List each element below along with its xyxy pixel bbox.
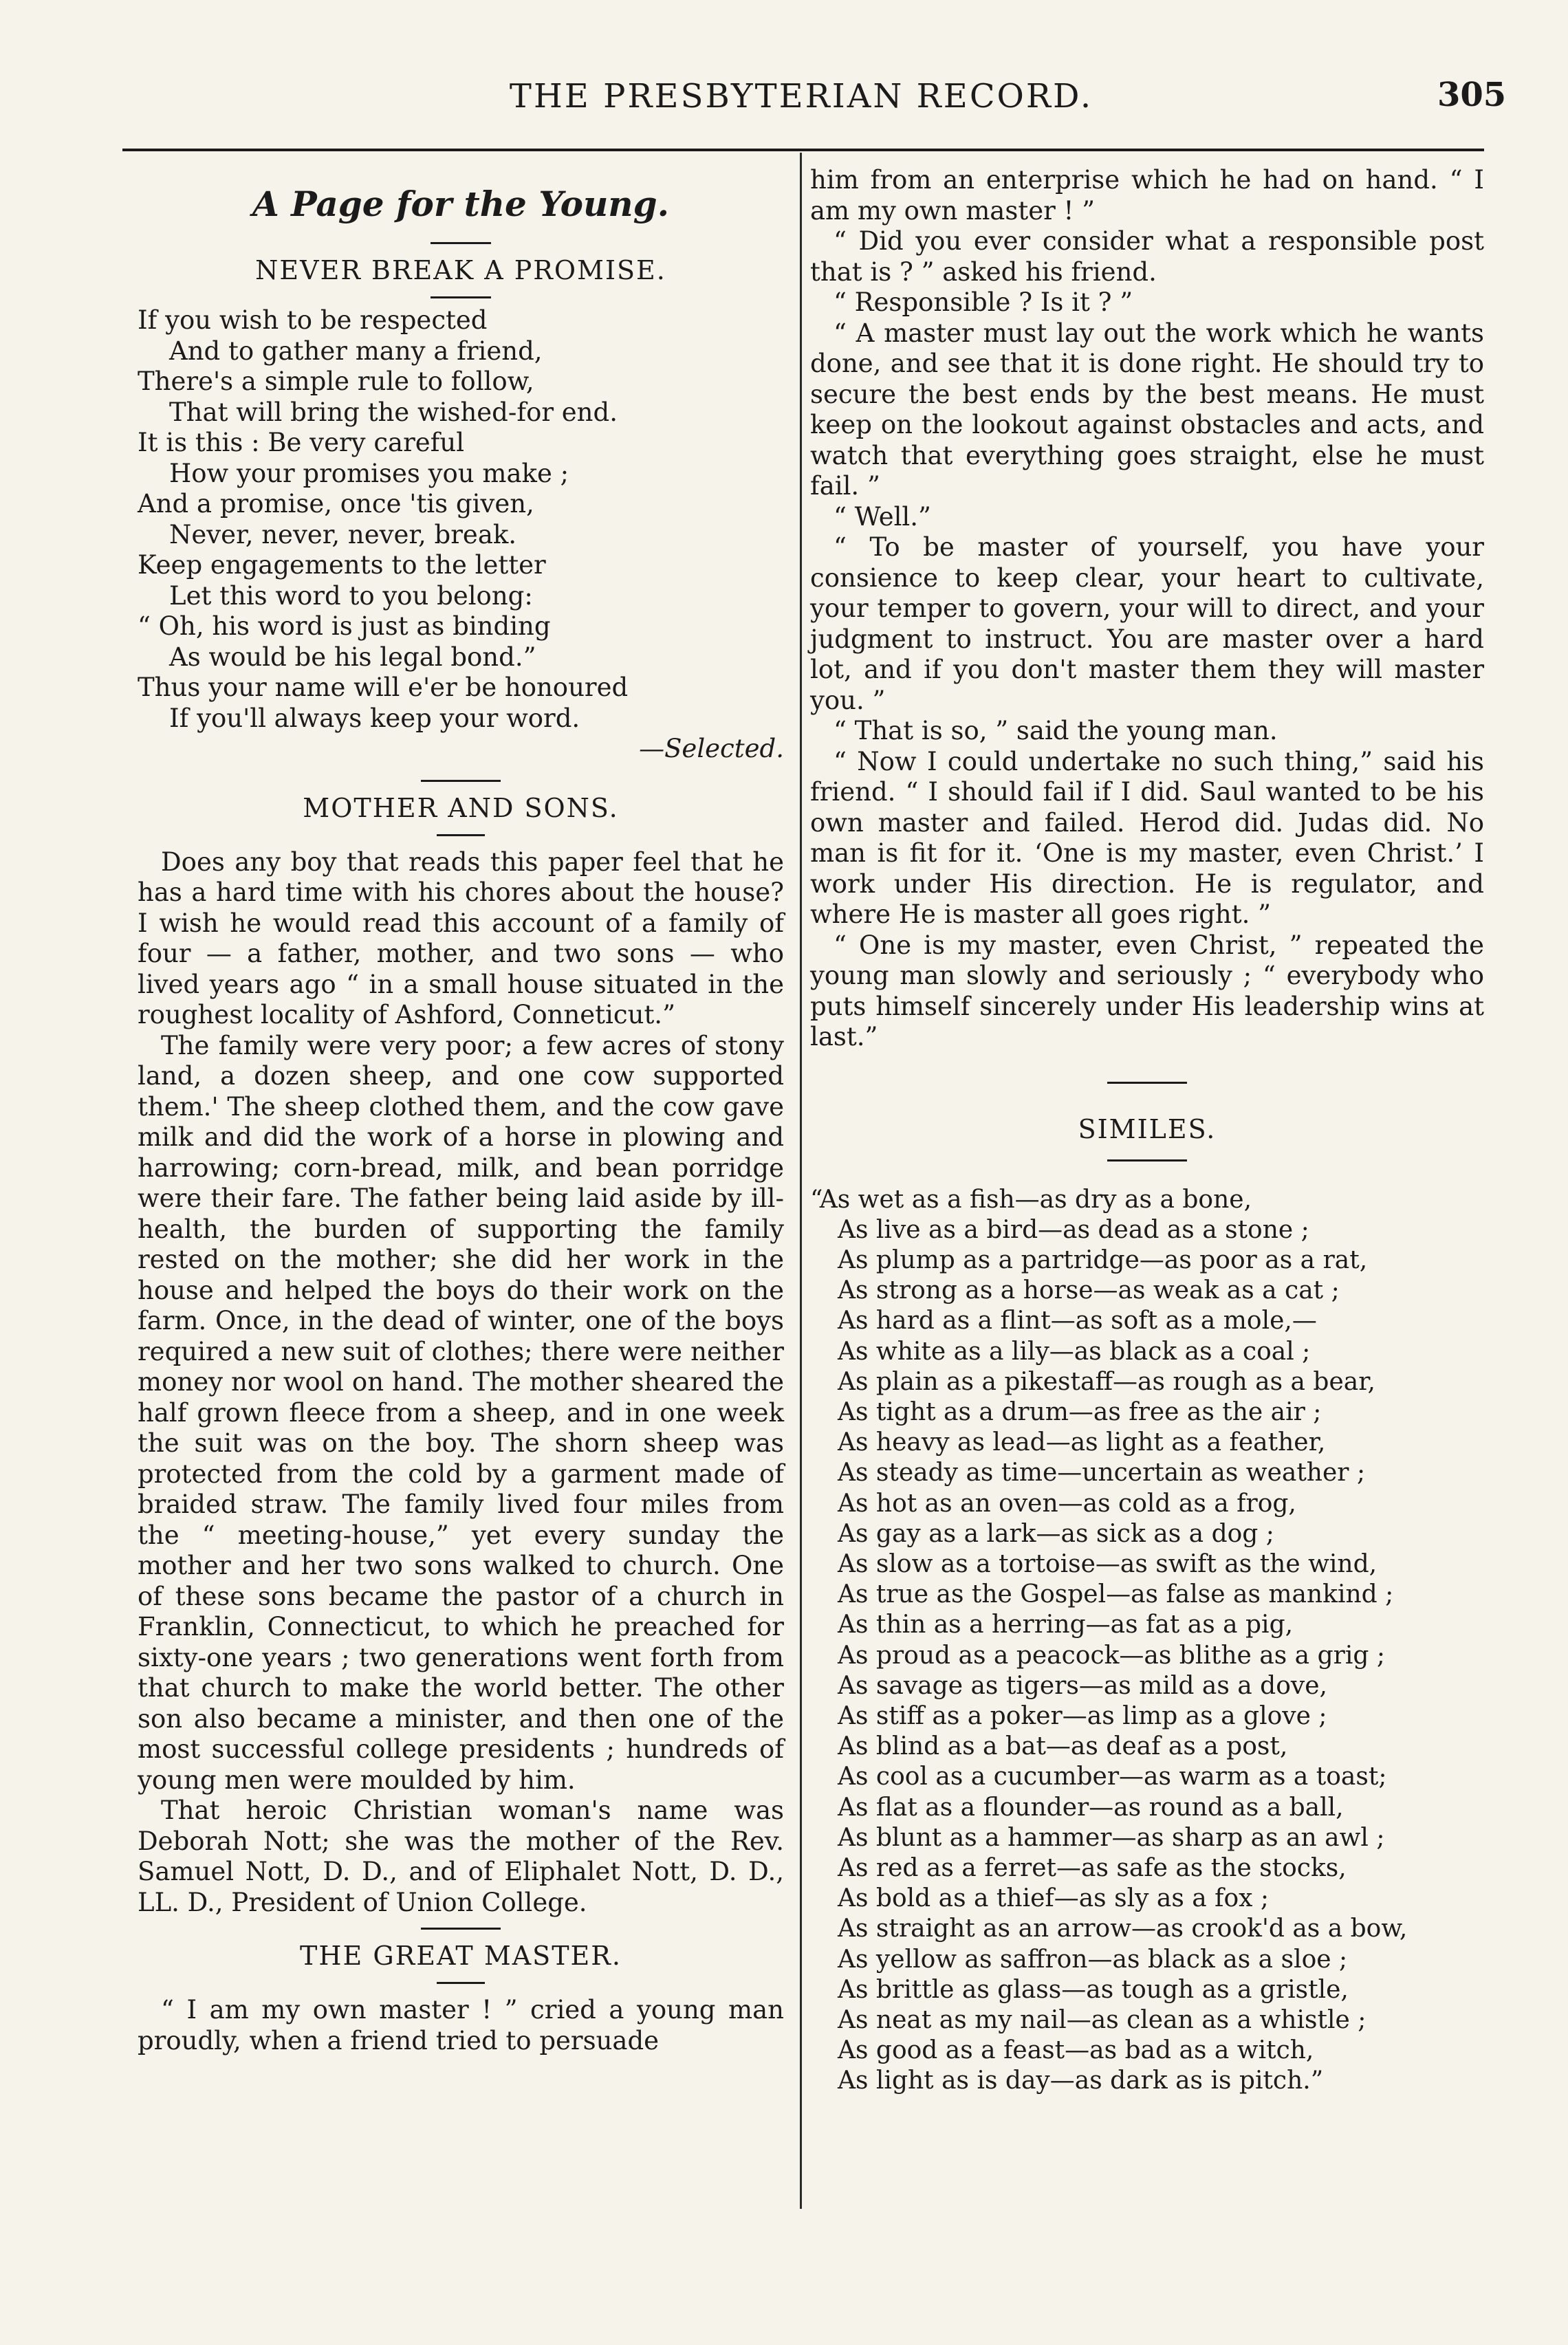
heading-rule — [431, 242, 491, 244]
great-master-rule — [437, 1982, 485, 1984]
great-master-body-right — [810, 165, 1484, 1053]
mother-sons-rule — [437, 834, 485, 836]
simile-line: As hard as a flint—as soft as a mole,— — [838, 1307, 1317, 1335]
simile-line: As blunt as a hammer—as sharp as an awl ; — [838, 1823, 1385, 1852]
paragraph: “ I am my own master ! ” cried a young man proudly, when a friend tried to persuade — [138, 1995, 784, 2055]
poem-line: “ Oh, his word is just as binding — [138, 611, 551, 641]
simile-line: As flat as a flounder—as round as a ball, — [838, 1793, 1344, 1822]
poem-line: There's a simple rule to follow, — [138, 367, 534, 396]
left-column — [138, 165, 784, 2056]
simile-line: As hot as an oven—as cold as a frog, — [838, 1489, 1296, 1518]
simile-line: As light as is day—as dark as is pitch.” — [838, 2066, 1324, 2095]
paragraph: “ Responsible ? Is it ? ” — [834, 287, 1133, 317]
simile-line: As stiff as a poker—as limp as a glove ; — [838, 1701, 1327, 1730]
simile-line: As brittle as glass—as tough as a gristle, — [838, 1975, 1349, 2004]
section-divider — [421, 780, 501, 782]
section-divider — [1107, 1082, 1187, 1084]
poem-line: If you'll always keep your word. — [169, 703, 580, 733]
simile-line: As tight as a drum—as free as the air ; — [838, 1397, 1322, 1426]
column-divider — [800, 153, 802, 2209]
simile-line: As straight as an arrow—as crook'd as a bow, — [838, 1915, 1408, 1943]
never-break-poem — [138, 305, 784, 734]
simile-line: As bold as a thief—as sly as a fox ; — [838, 1884, 1270, 1913]
great-master-body-left — [138, 1995, 784, 2056]
paragraph: “ One is my master, even Christ, ” repeated the young man slowly and seriously ; “ everybody who puts himself sincerely under His leadership wins at last.” — [810, 930, 1484, 1051]
simile-line: As white as a lily—as black as a coal ; — [838, 1337, 1311, 1366]
poem-line: If you wish to be respected — [138, 305, 488, 335]
poem-line: Let this word to you belong: — [169, 580, 533, 611]
simile-line: As strong as a horse—as weak as a cat ; — [838, 1276, 1340, 1305]
poem-line: That will bring the wished-for end. — [169, 397, 618, 427]
right-column — [810, 165, 1484, 2097]
simile-line: As blind as a bat—as deaf as a post, — [838, 1732, 1288, 1761]
simile-line: As plain as a pikestaff—as rough as a bear, — [838, 1367, 1375, 1396]
simile-line: As neat as my nail—as clean as a whistle ; — [838, 2005, 1366, 2034]
simile-line: As proud as a peacock—as blithe as a grig ; — [838, 1641, 1385, 1670]
page-heading: A Page for the Young. — [252, 184, 670, 224]
poem-line: And to gather many a friend, — [169, 336, 543, 366]
simile-line: As steady as time—uncertain as weather ; — [838, 1459, 1366, 1487]
simile-line: As thin as a herring—as fat as a pig, — [838, 1611, 1294, 1639]
poem-line: It is this : Be very careful — [138, 428, 465, 457]
never-break-title: NEVER BREAK A PROMISE. — [255, 255, 666, 285]
simile-line: As good as a feast—as bad as a witch, — [838, 2036, 1314, 2065]
simile-line: As gay as a lark—as sick as a dog ; — [838, 1519, 1274, 1548]
simile-line: As plump as a partridge—as poor as a rat, — [838, 1245, 1368, 1274]
simile-line: As slow as a tortoise—as swift as the wind, — [838, 1549, 1378, 1578]
simile-line: As true as the Gospel—as false as mankind ; — [838, 1580, 1394, 1609]
simile-line: As red as a ferret—as safe as the stocks, — [838, 1853, 1347, 1882]
paragraph: “ That is so, ” said the young man. — [834, 716, 1278, 745]
section-divider — [421, 1928, 501, 1930]
similes-rule — [1107, 1159, 1187, 1161]
simile-line: As yellow as saffron—as black as a sloe ; — [838, 1945, 1348, 1974]
never-break-rule — [431, 296, 491, 298]
paragraph: “ A master must lay out the work which he wants done, and see that it is done right. He should try to secure the best ends by the best means. He must keep on the lookout against obstacles and acts, and watch that everything goes straight, else he must fail. ” — [810, 318, 1484, 501]
running-title: THE PRESBYTERIAN RECORD. — [509, 77, 1093, 116]
poem-line: Never, never, never, break. — [169, 519, 517, 549]
poem-line: How your promises you make ; — [169, 458, 569, 488]
mother-sons-body — [138, 847, 784, 1919]
paragraph: Does any boy that reads this paper feel that he has a hard time with his chores about the house? I wish he would read this account of a family of four — a father, mother, and two sons — who lived years ago “ in a small house situated in the roughest locality of Ashford, Conneticut.” — [138, 847, 784, 1029]
header-rule — [122, 149, 1484, 151]
great-master-title: THE GREAT MASTER. — [300, 1941, 622, 1971]
simile-line: As cool as a cucumber—as warm as a toast; — [838, 1763, 1387, 1791]
poem-signature: —Selected. — [639, 734, 784, 763]
poem-line: As would be his legal bond.” — [169, 642, 536, 672]
poem-line: And a promise, once 'tis given, — [138, 489, 534, 519]
paragraph: That heroic Christian woman's name was Deborah Nott; she was the mother of the Rev. Samuel Nott, D. D., and of Eliphalet Nott, D. D., LL. D., President of Union College. — [138, 1796, 784, 1917]
poem-line: Thus your name will e'er be honoured — [138, 673, 629, 702]
paragraph: “ To be master of yourself, you have your consience to keep clear, your heart to cultivate, your temper to govern, your will to direct, and your judgment to instruct. You are master over a hard lot, and if you don't master them they will master you. ” — [810, 532, 1484, 715]
mother-sons-title: MOTHER AND SONS. — [303, 792, 619, 823]
simile-line: As live as a bird—as dead as a stone ; — [838, 1215, 1309, 1244]
paragraph: him from an enterprise which he had on hand. “ I am my own master ! ” — [810, 165, 1484, 226]
simile-line: As savage as tigers—as mild as a dove, — [838, 1671, 1327, 1700]
paragraph: The family were very poor; a few acres of stony land, a dozen sheep, and one cow supported them.' The sheep clothed them, and the cow gave milk and did the work of a horse in plowing and harrowing; corn-bread, milk, and bean porridge were their fare. The father being laid aside by ill-health, the burden of supporting the family rested on the mother; she did her work in the house and helped the boys do their work on the farm. Once, in the dead of winter, one of the boys required a new suit of clothes; there were neither money nor wool on hand. The mother sheared the half grown fleece from a sheep, and in one week the suit was on the boy. The shorn sheep was protected from the cold by a garment made of braided straw. The family lived four miles from the “ meeting-house,” yet every sunday the mother and her two sons walked to church. One of these sons became the pastor of a church in Franklin, Connecticut, to which he preached for sixty-one years ; two generations went forth from that church to make the world better. The other son also became a minister, and then one of the most successful college presidents ; hundreds of young men were moulded by him. — [138, 1030, 784, 1795]
similes-poem — [810, 1185, 1484, 2097]
simile-line: As heavy as lead—as light as a feather, — [838, 1428, 1326, 1457]
simile-line: “As wet as a fish—as dry as a bone, — [810, 1185, 1252, 1214]
page-number: 305 — [1437, 76, 1507, 114]
paragraph: “ Well.” — [834, 501, 931, 532]
poem-line: Keep engagements to the letter — [138, 550, 546, 580]
paragraph: “ Now I could undertake no such thing,” said his friend. “ I should fail if I did. Saul wanted to be his own master and failed. Herod did. Judas did. No man is fit for it. ‘One is my master, even Christ.’ I work under His direction. He is regulator, and where He is master all goes right. ” — [810, 746, 1484, 929]
paragraph: “ Did you ever consider what a responsible post that is ? ” asked his friend. — [810, 226, 1484, 287]
similes-title: SIMILES. — [1078, 1113, 1217, 1144]
